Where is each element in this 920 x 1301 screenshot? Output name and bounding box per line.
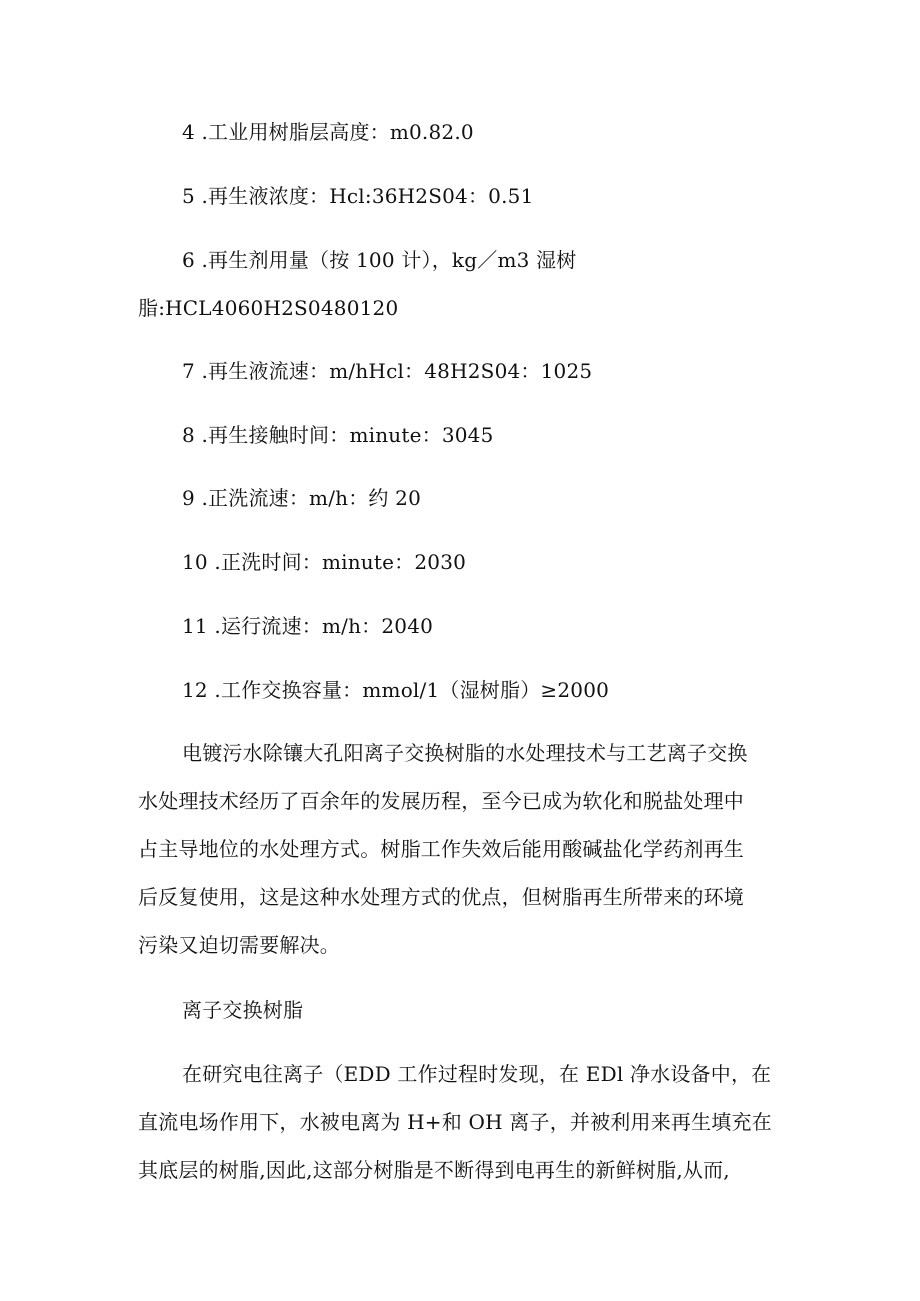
paragraph-1-line-4: 后反复使用，这是这种水处理方式的优点，但树脂再生所带来的环境 [138,885,744,909]
list-item-8: 8 .再生接触时间：minute：3045 [182,423,494,447]
paragraph-1-line-1: 电镀污水除镶大孔阳离子交换树脂的水处理技术与工艺离子交换 [182,741,748,765]
list-item-6: 6 .再生剂用量（按 100 计），kg／m3 湿树 [182,248,577,272]
list-item-9: 9 .正洗流速：m/h：约 20 [182,486,422,510]
list-item-4: 4 .工业用树脂层高度：m0.82.0 [182,120,474,144]
paragraph-1-line-2: 水处理技术经历了百余年的发展历程，至今已成为软化和脱盐处理中 [138,789,744,813]
list-item-10: 10 .正洗时间：minute：2030 [182,550,467,574]
list-item-7: 7 .再生液流速：m/hHcl：48H2S04：1025 [182,359,593,383]
list-item-11: 11 .运行流速：m/h：2040 [182,614,434,638]
paragraph-2-line-2: 直流电场作用下，水被电离为 H+和 OH 离子，并被利用来再生填充在 [138,1110,772,1134]
section-heading: 离子交换树脂 [182,998,304,1022]
paragraph-2-line-3: 其底层的树脂,因此,这部分树脂是不断得到电再生的新鲜树脂,从而, [138,1158,730,1182]
paragraph-2-line-1: 在研究电往离子（EDD 工作过程时发现，在 EDl 净水设备中，在 [182,1062,772,1086]
list-item-5: 5 .再生液浓度：Hcl:36H2S04：0.51 [182,184,534,208]
list-item-12: 12 .工作交换容量：mmol/1（湿树脂）≥2000 [182,678,610,702]
paragraph-1-line-5: 污染又迫切需要解决。 [138,933,340,957]
paragraph-1-line-3: 占主导地位的水处理方式。树脂工作失效后能用酸碱盐化学药剂再生 [138,837,744,861]
list-item-6-continuation: 脂:HCL4060H2S0480120 [138,296,399,320]
